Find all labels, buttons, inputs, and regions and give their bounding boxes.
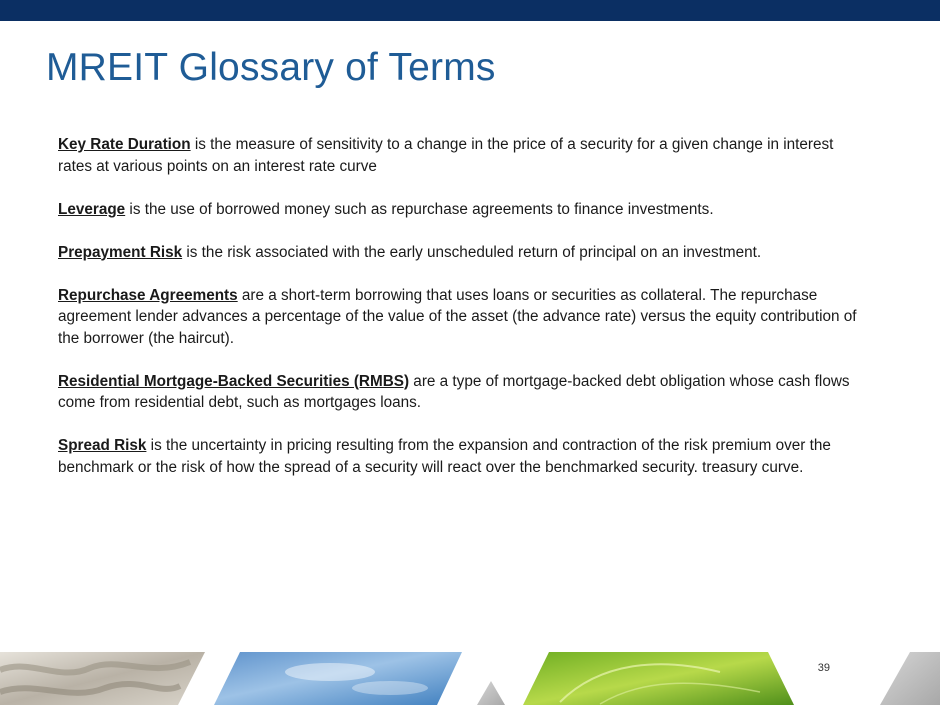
glossary-entry-repurchase-agreements xyxy=(58,285,858,350)
header-bar xyxy=(0,0,940,21)
leaf-image xyxy=(523,652,794,705)
glossary-list xyxy=(58,134,858,500)
glossary-term: Repurchase Agreements xyxy=(58,286,238,304)
glossary-term: Key Rate Duration xyxy=(58,136,191,153)
footer-image-strip xyxy=(0,652,940,705)
glossary-definition: is the risk associated with the early unscheduled return of principal on an investment. xyxy=(182,243,762,261)
grey-triangle-shape xyxy=(477,681,505,705)
glossary-entry-leverage xyxy=(58,199,858,221)
glossary-definition: are a type of mortgage-backed debt obligation whose cash flows come from residential debt, such as mortgages loans. xyxy=(58,372,850,411)
glossary-term: Residential Mortgage-Backed Securities (RMBS) xyxy=(58,372,410,390)
grey-panel-shape xyxy=(880,652,940,705)
page-number: 39 xyxy=(817,662,830,674)
glossary-definition: are a short-term borrowing that uses loans or securities as collateral. The repurchase agreement lender advances a percentage of the value of the asset (the advance rate) versus the equity contribution of the borrower (the haircut). xyxy=(58,286,857,347)
page-title: MREIT Glossary of Terms xyxy=(46,46,496,89)
glossary-entry-spread-risk xyxy=(58,435,858,478)
glossary-term: Spread Risk xyxy=(58,437,147,454)
glossary-definition: is the measure of sensitivity to a change in the price of a security for a given change in interest rates at various points on an interest rate curve xyxy=(58,136,834,175)
glossary-term: Prepayment Risk xyxy=(58,243,183,261)
glossary-definition: is the use of borrowed money such as repurchase agreements to finance investments. xyxy=(125,200,714,218)
glossary-entry-rmbs xyxy=(58,371,858,414)
glossary-entry-prepayment-risk xyxy=(58,242,858,264)
rope-image xyxy=(0,652,205,705)
glossary-definition: is the uncertainty in pricing resulting from the expansion and contraction of the risk premium over the benchmark or the risk of how the spread of a security will react over the benchmarked security. treasury curve. xyxy=(58,437,831,476)
glossary-entry-key-rate-duration xyxy=(58,134,858,177)
glossary-term: Leverage xyxy=(58,200,126,218)
